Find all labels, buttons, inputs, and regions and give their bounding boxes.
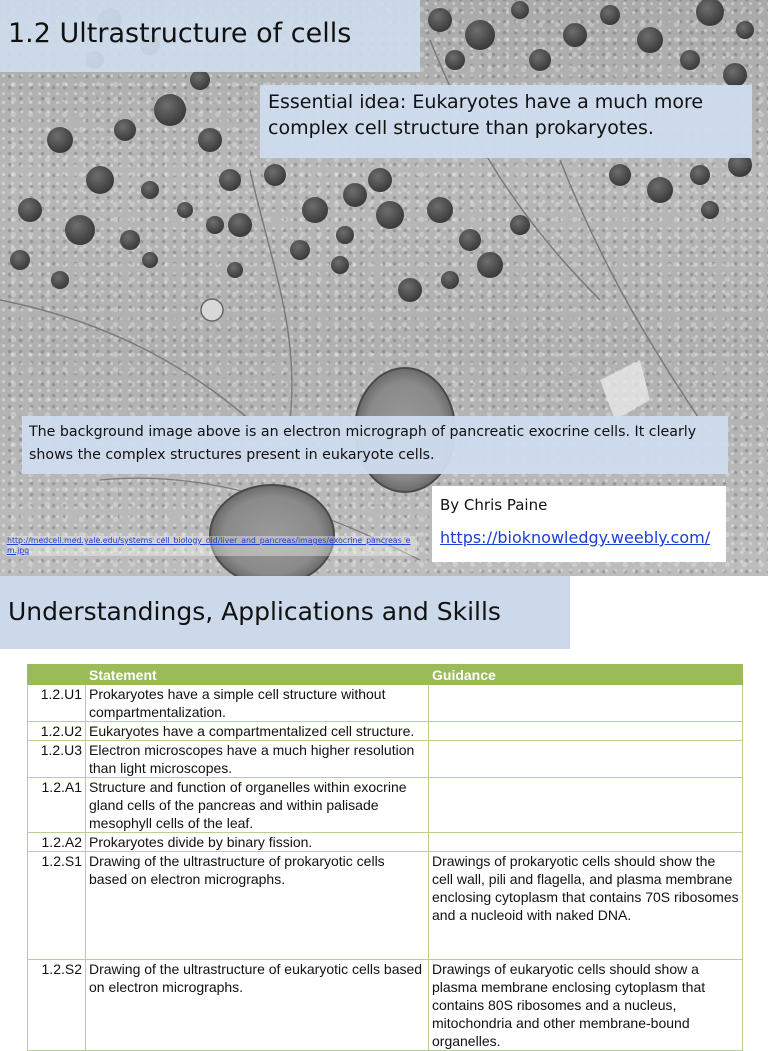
row-statement: Eukaryotes have a compartmentalized cell structure. bbox=[86, 722, 429, 741]
row-guidance: Drawings of prokaryotic cells should show the cell wall, pili and flagella, and plasma membrane enclosing cytoplasm that contains 70S ribosomes and a nucleoid with naked DNA. bbox=[429, 852, 743, 960]
row-guidance bbox=[429, 722, 743, 741]
row-code: 1.2.U3 bbox=[28, 741, 86, 778]
table-row bbox=[28, 685, 743, 722]
row-guidance bbox=[429, 741, 743, 778]
row-guidance bbox=[429, 685, 743, 722]
author-box bbox=[432, 486, 726, 562]
header-statement: Statement bbox=[86, 665, 429, 685]
table-row bbox=[28, 960, 743, 1051]
background-caption-box bbox=[22, 416, 728, 474]
row-code: 1.2.S2 bbox=[28, 960, 86, 1051]
row-statement: Structure and function of organelles within exocrine gland cells of the pancreas and within palisade mesophyll cells of the leaf. bbox=[86, 778, 429, 833]
image-source-link[interactable]: http://medcell.med.yale.edu/systems_cell_biology_old/liver_and_pancreas/images/exocrine_pancreas_em.jpg bbox=[7, 536, 417, 556]
title-box bbox=[0, 0, 420, 72]
understandings-slide bbox=[0, 576, 768, 1049]
page-title: 1.2 Ultrastructure of cells bbox=[8, 18, 352, 49]
row-statement: Drawing of the ultrastructure of eukaryotic cells based on electron micrographs. bbox=[86, 960, 429, 1051]
row-code: 1.2.S1 bbox=[28, 852, 86, 960]
table-row bbox=[28, 833, 743, 852]
row-statement: Prokaryotes divide by binary fission. bbox=[86, 833, 429, 852]
row-statement: Drawing of the ultrastructure of prokaryotic cells based on electron micrographs. bbox=[86, 852, 429, 960]
row-code: 1.2.U1 bbox=[28, 685, 86, 722]
row-code: 1.2.U2 bbox=[28, 722, 86, 741]
header-guidance: Guidance bbox=[429, 665, 743, 685]
row-guidance: Drawings of eukaryotic cells should show a plasma membrane enclosing cytoplasm that contains 80S ribosomes and a nucleus, mitochondria and other membrane-bound organelles. bbox=[429, 960, 743, 1051]
table-row bbox=[28, 741, 743, 778]
heading-box bbox=[0, 576, 570, 649]
row-guidance bbox=[429, 778, 743, 833]
row-code: 1.2.A1 bbox=[28, 778, 86, 833]
essential-idea-box bbox=[260, 85, 752, 158]
row-statement: Electron microscopes have a much higher resolution than light microscopes. bbox=[86, 741, 429, 778]
table-header-row bbox=[28, 665, 743, 685]
slide-heading: Understandings, Applications and Skills bbox=[8, 597, 501, 626]
header-code bbox=[28, 665, 86, 685]
author-website-link[interactable]: https://bioknowledgy.weebly.com/ bbox=[440, 528, 711, 547]
table-row bbox=[28, 722, 743, 741]
background-caption-text: The background image above is an electron micrograph of pancreatic exocrine cells. It clearly shows the complex structures present in eukaryote cells. bbox=[29, 424, 697, 463]
author-name: By Chris Paine bbox=[440, 496, 548, 514]
row-statement: Prokaryotes have a simple cell structure without compartmentalization. bbox=[86, 685, 429, 722]
table-row bbox=[28, 852, 743, 960]
row-guidance bbox=[429, 833, 743, 852]
row-code: 1.2.A2 bbox=[28, 833, 86, 852]
table-row bbox=[28, 778, 743, 833]
understandings-table bbox=[27, 664, 743, 1051]
essential-idea-text: Essential idea: Eukaryotes have a much more complex cell structure than prokaryotes. bbox=[268, 91, 704, 139]
